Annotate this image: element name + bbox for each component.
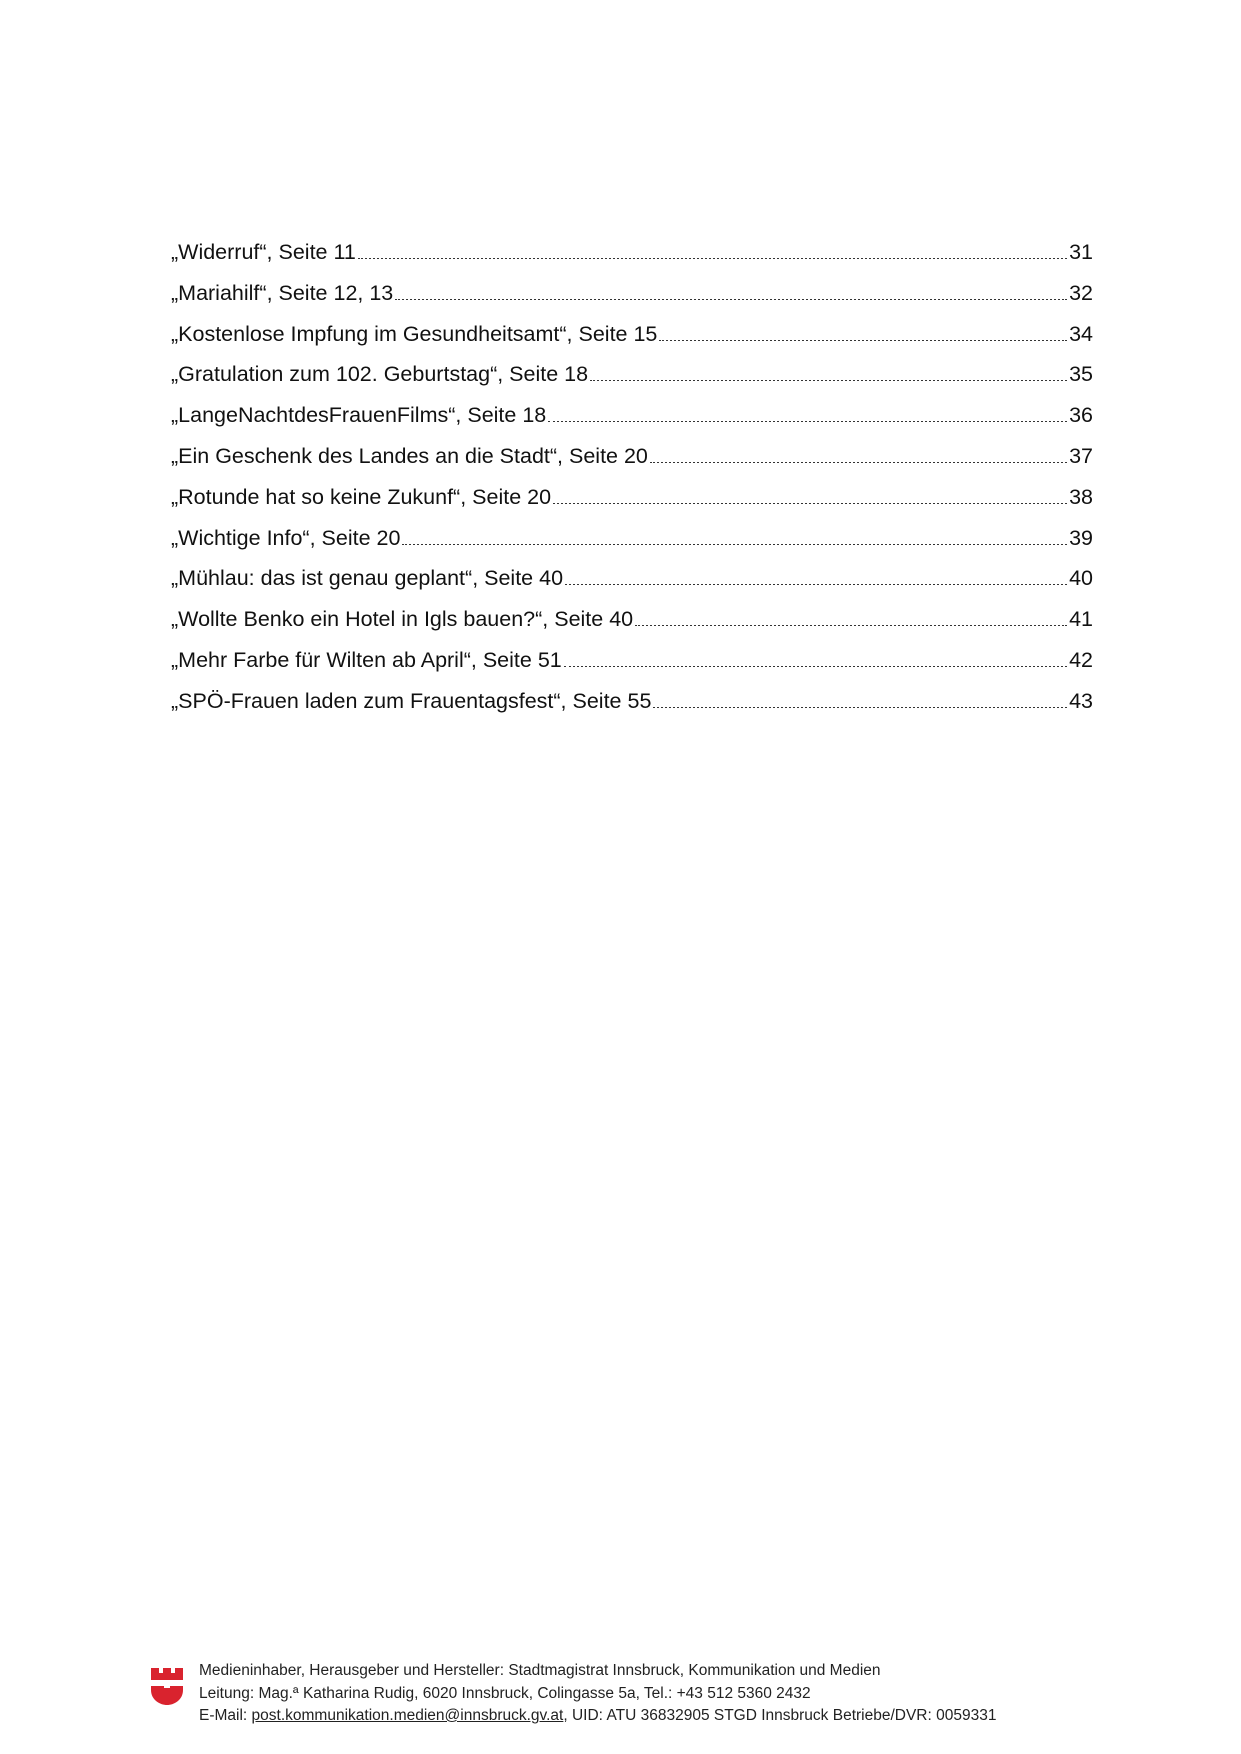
toc-entry-title: „Gratulation zum 102. Geburtstag“, Seite 18 [171, 362, 589, 387]
toc-entry[interactable] [171, 681, 1093, 722]
toc-entry-title: „LangeNachtdesFrauenFilms“, Seite 18 [171, 403, 547, 428]
footer-email-label: E-Mail: [199, 1707, 252, 1724]
toc-dot-leader [402, 544, 1067, 545]
footer-management-line: Leitung: Mag.ª Katharina Rudig, 6020 Innsbruck, Colingasse 5a, Tel.: +43 512 5360 2432 [199, 1684, 811, 1702]
toc-dot-leader [653, 707, 1067, 708]
toc-entry-page-number: 40 [1069, 566, 1093, 591]
toc-entry-title: „Widerruf“, Seite 11 [171, 240, 356, 264]
toc-entry[interactable] [171, 518, 1093, 559]
toc-entry-page-number: 35 [1069, 362, 1093, 387]
table-of-contents [171, 232, 1093, 722]
toc-entry[interactable] [171, 232, 1093, 273]
toc-entry[interactable] [171, 395, 1093, 436]
toc-entry[interactable] [171, 477, 1093, 518]
toc-entry-page-number: 42 [1069, 647, 1093, 672]
innsbruck-logo-icon [150, 1666, 184, 1706]
toc-dot-leader [358, 258, 1067, 259]
toc-dot-leader [635, 625, 1067, 626]
footer-email-link[interactable]: post.kommunikation.medien@innsbruck.gv.at [251, 1707, 564, 1724]
footer-contact-line [199, 1705, 996, 1728]
toc-entry-title: „Wichtige Info“, Seite 20 [171, 525, 401, 550]
toc-dot-leader [659, 340, 1067, 341]
toc-entry-title: „Mühlau: das ist genau geplant“, Seite 40 [171, 566, 564, 591]
toc-dot-leader [553, 503, 1067, 504]
toc-entry-page-number: 31 [1069, 240, 1093, 264]
toc-entry[interactable] [171, 436, 1093, 477]
toc-entry-page-number: 38 [1069, 484, 1093, 509]
toc-entry-page-number: 43 [1069, 688, 1093, 713]
page-footer [150, 1660, 1100, 1740]
toc-entry-page-number: 36 [1069, 403, 1093, 428]
toc-entry[interactable] [171, 640, 1093, 681]
toc-entry-title: „Mehr Farbe für Wilten ab April“, Seite 51 [171, 647, 562, 672]
toc-entry[interactable] [171, 558, 1093, 599]
toc-entry-title: „Mariahilf“, Seite 12, 13 [171, 280, 394, 305]
toc-dot-leader [590, 380, 1067, 381]
toc-entry-title: „SPÖ-Frauen laden zum Frauentagsfest“, Seite 55 [171, 688, 652, 713]
toc-entry[interactable] [171, 314, 1093, 355]
toc-entry[interactable] [171, 354, 1093, 395]
toc-entry-page-number: 39 [1069, 525, 1093, 550]
footer-imprint [199, 1660, 996, 1728]
toc-entry-page-number: 32 [1069, 280, 1093, 305]
toc-dot-leader [565, 584, 1067, 585]
toc-entry-page-number: 41 [1069, 607, 1093, 632]
toc-entry-page-number: 37 [1069, 443, 1093, 468]
toc-dot-leader [548, 421, 1067, 422]
toc-entry-title: „Ein Geschenk des Landes an die Stadt“, Seite 20 [171, 443, 648, 468]
footer-publisher-line: Medieninhaber, Herausgeber und Hersteller: Stadtmagistrat Innsbruck, Kommunikation und Medien [199, 1662, 881, 1679]
toc-dot-leader [650, 462, 1067, 463]
footer-uid-text: , UID: ATU 36832905 STGD Innsbruck Betriebe/DVR: 0059331 [563, 1707, 997, 1724]
toc-dot-leader [564, 666, 1067, 667]
toc-dot-leader [395, 299, 1067, 300]
toc-entry-title: „Rotunde hat so keine Zukunf“, Seite 20 [171, 484, 552, 509]
toc-entry-title: „Kostenlose Impfung im Gesundheitsamt“, Seite 15 [171, 321, 658, 346]
toc-entry[interactable] [171, 273, 1093, 314]
toc-entry-page-number: 34 [1069, 321, 1093, 346]
toc-entry[interactable] [171, 599, 1093, 640]
toc-entry-title: „Wollte Benko ein Hotel in Igls bauen?“, Seite 40 [171, 607, 634, 632]
